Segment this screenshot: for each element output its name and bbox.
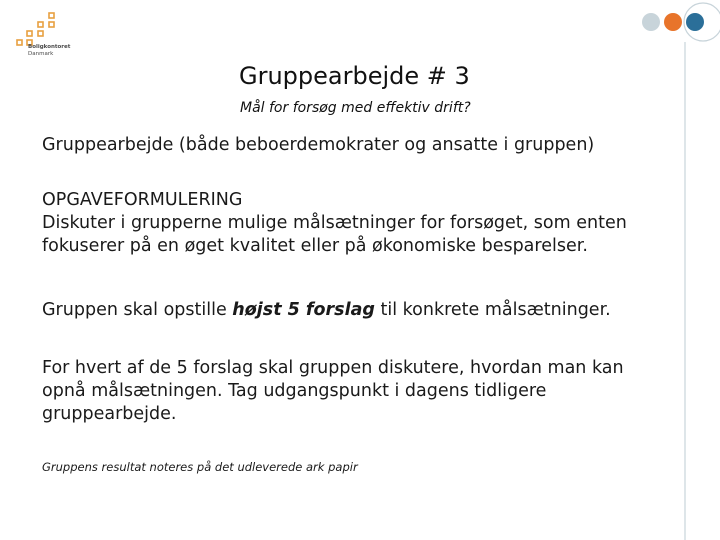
page-title: Gruppearbejde # 3 xyxy=(239,62,470,90)
boligkontoret-logo xyxy=(14,10,94,65)
page-subtitle: Mål for forsøg med effektiv drift? xyxy=(240,100,471,116)
footer-note: Gruppens resultat noteres på det udleverede ark papir xyxy=(42,460,358,474)
task-text: Diskuter i grupperne mulige målsætninger for forsøget, som enten fokuserer på en øget kvalitet eller på økonomiske besparelser. xyxy=(42,213,627,256)
proposal-text-after: til konkrete målsætninger. xyxy=(374,300,611,320)
discussion-paragraph: For hvert af de 5 forslag skal gruppen diskutere, hvordan man kan opnå målsætningen. Tag udgangspunkt i dagens tidligere gruppearbejde. xyxy=(42,358,624,424)
intro-paragraph: Gruppearbejde (både beboerdemokrater og ansatte i gruppen) xyxy=(42,135,595,155)
logo-name: Boligkontoret xyxy=(28,44,71,50)
proposal-text-before: Gruppen skal opstille xyxy=(42,300,233,320)
decor-circle-orange xyxy=(664,13,682,31)
logo-country: Danmark xyxy=(28,51,54,57)
proposal-paragraph xyxy=(42,299,662,322)
decor-ring xyxy=(684,3,720,41)
decor-circle-blue xyxy=(686,13,704,31)
task-section xyxy=(42,189,662,258)
decor-circle-light xyxy=(642,13,660,31)
task-heading: OPGAVEFORMULERING xyxy=(42,190,243,210)
proposal-emphasis: højst 5 forslag xyxy=(232,300,375,320)
